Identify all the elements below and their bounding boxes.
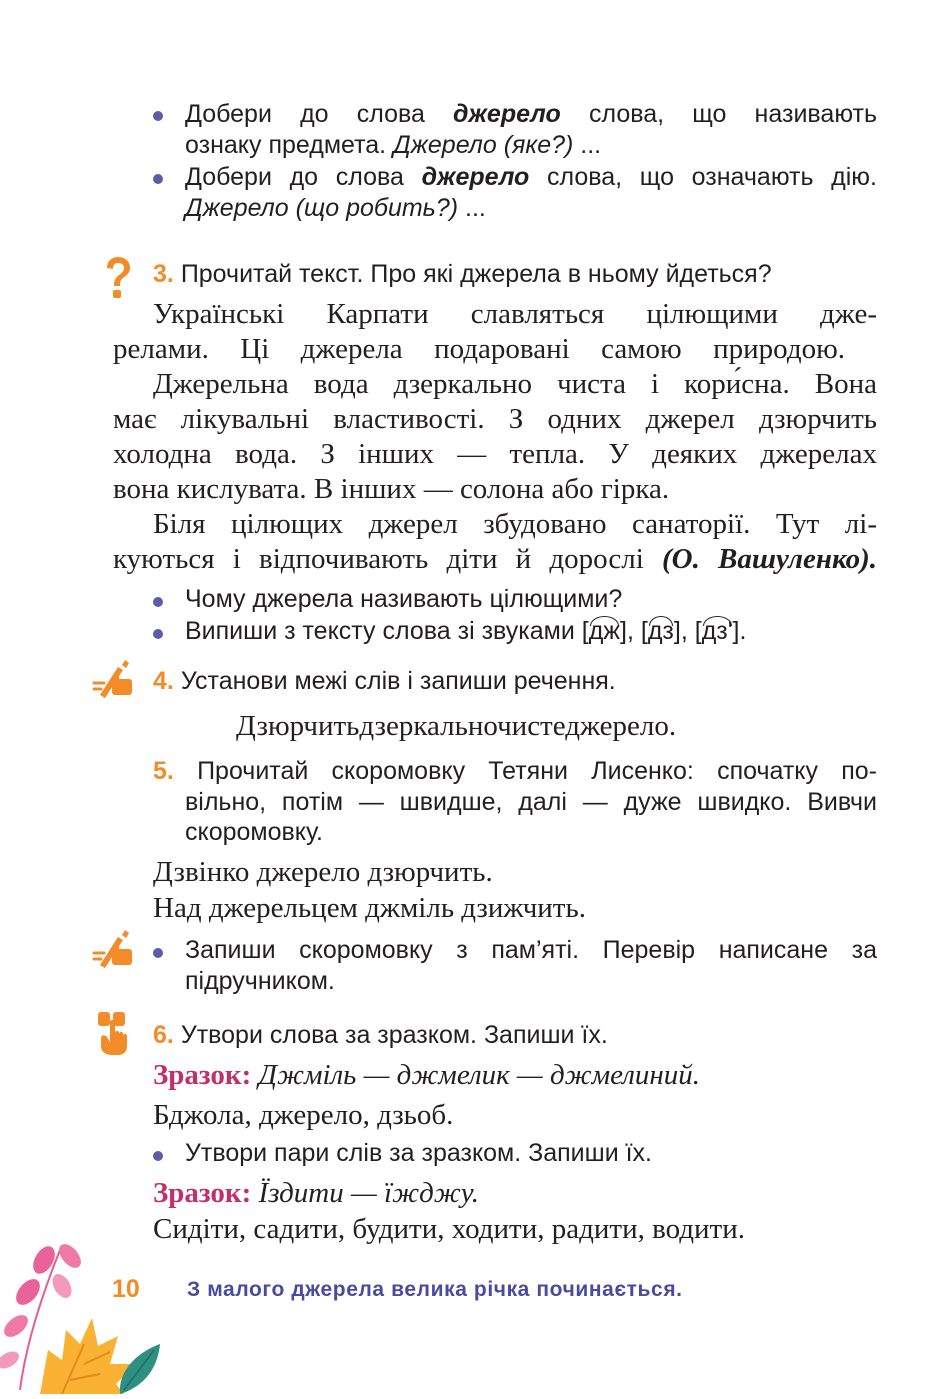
bullet-dot bbox=[153, 111, 163, 121]
sample-label: Зразок: bbox=[153, 1059, 252, 1091]
task4-sentence: Дзюрчитьдзеркальночистеджерело. bbox=[236, 710, 677, 742]
bullet-text: Добери до слова джерело слова, що називають bbox=[185, 100, 877, 128]
page-number: 10 bbox=[112, 1275, 140, 1303]
text-line: вона кислувата. В інших — солона або гірка. bbox=[113, 473, 670, 505]
poem-line: Над джерельцем джміль дзижчить. bbox=[153, 892, 586, 924]
words-line: Бджола, джерело, дзьоб. bbox=[153, 1099, 454, 1131]
bullet-dot bbox=[153, 597, 163, 607]
poem-line: Дзвінко джерело дзюрчить. bbox=[153, 856, 493, 888]
sample-label: Зразок: bbox=[153, 1177, 252, 1209]
text-line: релами. Ці джерела подаровані самою природою. bbox=[113, 333, 845, 365]
words-line: Сидіти, садити, будити, ходити, радити, водити. bbox=[153, 1213, 745, 1245]
bullet-dot bbox=[153, 1151, 163, 1161]
bullet-dot bbox=[153, 948, 163, 958]
text-line: Українські Карпати славляться цілющими дже- bbox=[153, 298, 877, 330]
text-line: куються і відпочивають діти й дорослі (О. Вашуленко). bbox=[113, 543, 877, 575]
question-icon bbox=[102, 256, 134, 302]
bullet-dot bbox=[153, 174, 163, 184]
sound-dz: дз bbox=[647, 617, 674, 645]
writing-hand-icon bbox=[92, 659, 134, 699]
text-line: має лікувальні властивості. З одних джерел дзюрчить bbox=[113, 403, 877, 435]
bullet-text: підручником. bbox=[185, 967, 335, 995]
text-line: холодна вода. З інших — тепла. У деяких джерелах bbox=[113, 438, 877, 470]
text-line: Джерельна вода дзеркально чиста і кори́сна. Вона bbox=[153, 368, 877, 400]
sound-dz-soft: дз' bbox=[701, 617, 733, 645]
sample-line: Зразок: Джміль — джмелик — джмелиний. bbox=[153, 1059, 701, 1091]
text-line: Біля цілющих джерел збудовано санаторії. Тут лі- bbox=[153, 508, 877, 540]
autumn-leaves-decoration bbox=[0, 1240, 170, 1394]
hand-pointer-icon bbox=[96, 1010, 130, 1056]
task5-line: скоромовку. bbox=[185, 818, 323, 846]
writing-hand-icon bbox=[92, 929, 134, 969]
sound-dzh: дж bbox=[588, 617, 621, 645]
task5-line: вільно, потім — швидше, далі — дуже швидко. Вивчи bbox=[185, 788, 877, 816]
bullet-text: Джерело (що робить?) ... bbox=[185, 194, 486, 222]
author: (О. Вашуленко). bbox=[661, 543, 877, 575]
footer-proverb: З малого джерела велика річка починається. bbox=[187, 1278, 683, 1301]
task5-line: 5. Прочитай скоромовку Тетяни Лисенко: спочатку по- bbox=[153, 757, 877, 785]
question-text: Випиши з тексту слова зі звуками [дж], [дз], [дз']. bbox=[185, 617, 747, 645]
task6-heading: 6. Утвори слова за зразком. Запиши їх. bbox=[153, 1021, 608, 1049]
bullet-text: ознаку предмета. Джерело (яке?) ... bbox=[185, 131, 602, 159]
bullet-text: Запиши скоромовку з пам’яті. Перевір написане за bbox=[185, 936, 877, 964]
task4-heading: 4. Установи межі слів і запиши речення. bbox=[153, 667, 616, 695]
bullet-dot bbox=[153, 629, 163, 639]
bullet-text: Добери до слова джерело слова, що означають дію. bbox=[185, 163, 877, 191]
sample-line: Зразок: Їздити — їжджу. bbox=[153, 1177, 480, 1209]
bullet-text: Утвори пари слів за зразком. Запиши їх. bbox=[185, 1139, 653, 1167]
question-text: Чому джерела називають цілющими? bbox=[185, 585, 623, 613]
task3-heading: 3. Прочитай текст. Про які джерела в ньому йдеться? bbox=[153, 260, 772, 288]
